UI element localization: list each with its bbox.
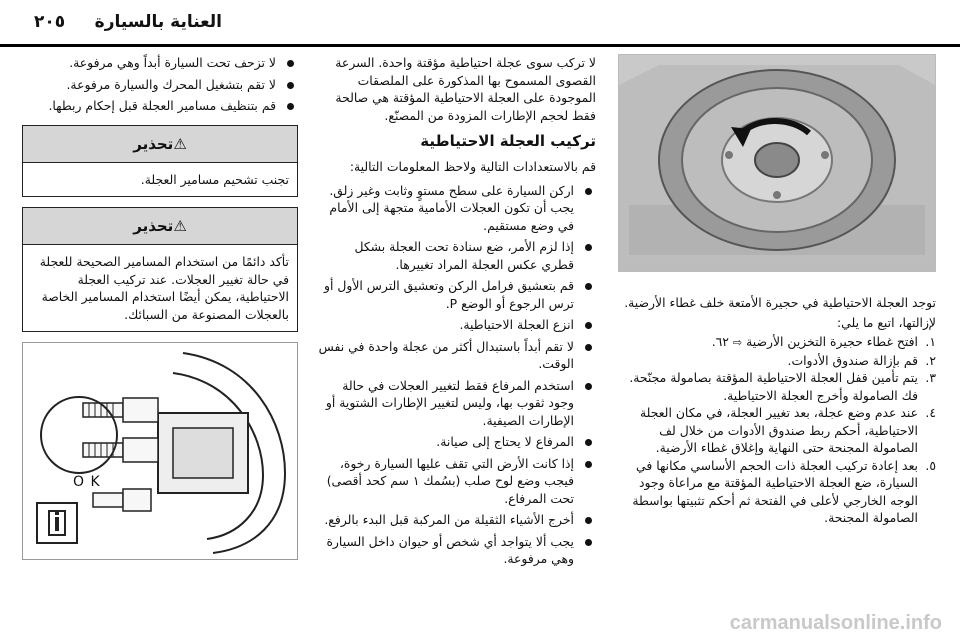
bullet-icon <box>585 244 592 251</box>
safety-list <box>22 54 298 115</box>
figure-label: O K <box>73 474 101 490</box>
page-number: ٢٠٥ <box>34 12 66 32</box>
list-item: ٤. عند عدم وضع عجلة، بعد تغيير العجلة، في مكان العجلة الاحتياطية، أحكم ربط صندوق الأدوات من خلال لف الصامولة المجنحة حتى النهاية وإغلاق غطاء الأرضية. <box>639 405 936 455</box>
list-item: انزع العجلة الاحتياطية. <box>318 316 596 334</box>
spare-wheel-photo <box>618 54 936 272</box>
bullet-icon <box>585 539 592 546</box>
middle-column <box>318 54 596 572</box>
spare-wheel-illustration <box>619 55 935 271</box>
warning-triangle-icon: ⚠ <box>173 217 187 235</box>
steps-heading: لإزالتها، اتبع ما يلي: <box>837 314 936 330</box>
warning-box <box>22 125 298 198</box>
right-column <box>618 54 936 527</box>
warning-title: تحذير <box>133 134 174 153</box>
bullet-icon <box>287 60 294 67</box>
section-title: تركيب العجلة الاحتياطية <box>420 132 596 150</box>
bullet-icon <box>585 461 592 468</box>
section-intro: قم بالاستعدادات التالية ولاحظ المعلومات التالية: <box>349 159 596 174</box>
list-item: اركن السيارة على سطح مستوٍ وثابت وغير زلق. يجب أن تكون العجلات الأمامية متجهة إلى الأمام في وضع مستقيم. <box>318 182 596 235</box>
warning-triangle-icon: ⚠ <box>173 134 187 153</box>
warning-header <box>23 126 297 163</box>
bullet-icon <box>585 383 592 390</box>
right-intro: توجد العجلة الاحتياطية في حجيرة الأمتعة خلف غطاء الأرضية. <box>624 295 936 310</box>
bullet-icon <box>585 439 592 446</box>
list-item: إذا لزم الأمر، ضع سنادة تحت العجلة بشكل قطري عكس العجلة المراد تغييرها. <box>318 238 596 273</box>
list-item: إذا كانت الأرض التي تقف عليها السيارة رخوة، فيجب وضع لوح صلب (بسُمك ١ سم كحد أقصى) تحت المرفاع. <box>318 455 596 508</box>
page-title: العناية بالسيارة <box>94 12 222 32</box>
list-item: ٥. بعد إعادة تركيب العجلة ذات الحجم الأساسي مكانها في السيارة، ضع العجلة الاحتياطية المؤقتة مع مراعاة وجود الوجه الخارجي لأعلى في الفتحة ثم أحكم تثبيتها بواسطة الصامولة المجنحة. <box>632 457 936 525</box>
warning-title: تحذير <box>133 217 174 235</box>
warning-header <box>23 208 297 245</box>
list-item: ١. افتح غطاء حجيرة التخزين الأرضية ⇨ ٦٢. <box>711 334 936 349</box>
arrow-right-icon: ⇨ <box>732 336 743 349</box>
warning-text: تأكد دائمًا من استخدام المسامير الصحيحة للعجلة في حالة تغيير العجلات. عند تركيب العجلة الاحتياطية، يمكن أيضًا استخدام المسامير الخاصة بالعجلات المصنوعة من السبائك. <box>39 254 289 322</box>
bullet-icon <box>287 103 294 110</box>
list-item: لا تزحف تحت السيارة أبداً وهي مرفوعة. <box>22 54 298 72</box>
bullet-icon <box>585 283 592 290</box>
header-rule <box>0 44 960 47</box>
page-header <box>0 0 960 48</box>
bullet-icon <box>287 82 294 89</box>
list-item: قم بتنظيف مسامير العجلة قبل إحكام ربطها. <box>22 97 298 115</box>
removal-steps <box>618 333 936 527</box>
list-item: لا تقم بتشغيل المحرك والسيارة مرفوعة. <box>22 76 298 94</box>
watermark: carmanualsonline.info <box>729 612 942 634</box>
warning-box <box>22 207 298 332</box>
list-item: ٢. قم بإزالة صندوق الأدوات. <box>787 352 936 368</box>
list-item: يجب ألا يتواجد أي شخص أو حيوان داخل السيارة وهي مرفوعة. <box>318 533 596 568</box>
list-item: لا تقم أبداً باستبدال أكثر من عجلة واحدة في نفس الوقت. <box>318 338 596 373</box>
list-item: قم بتعشيق فرامل الركن وتعشيق الترس الأول أو ترس الرجوع أو الوضع P. <box>318 277 596 312</box>
bullet-icon <box>585 344 592 351</box>
list-item: استخدم المرفاع فقط لتغيير العجلات في حالة وجود ثقوب بها، وليس لتغيير الإطارات الشتوية أو الإطارات الصيفية. <box>318 377 596 430</box>
list-item: ٣. يتم تأمين قفل العجلة الاحتياطية المؤقتة بصامولة مجنّحة. فك الصامولة وأخرج العجلة الاحتياطية. <box>629 370 936 403</box>
bullet-icon <box>585 322 592 329</box>
middle-intro: لا تركب سوى عجلة احتياطية مؤقتة واحدة. السرعة القصوى المسموح بها المذكورة على الملصقات الموجودة على العجلة الاحتياطية المؤقتة هي صالحة فقط لحجم الإطارات المزودة من المصنّع. <box>335 55 596 123</box>
page-reference[interactable]: ٦٢. <box>711 334 729 349</box>
list-item: المرفاع لا يحتاج إلى صيانة. <box>318 433 596 451</box>
preparation-list <box>318 182 596 568</box>
bullet-icon <box>585 188 592 195</box>
warning-text: تجنب تشحيم مسامير العجلة. <box>140 171 289 187</box>
wheel-bolt-figure <box>22 342 298 560</box>
wheel-bolt-illustration <box>23 343 297 559</box>
bullet-icon <box>585 517 592 524</box>
left-column <box>22 54 298 560</box>
list-item: أخرج الأشياء الثقيلة من المركبة قبل البدء بالرفع. <box>318 511 596 529</box>
